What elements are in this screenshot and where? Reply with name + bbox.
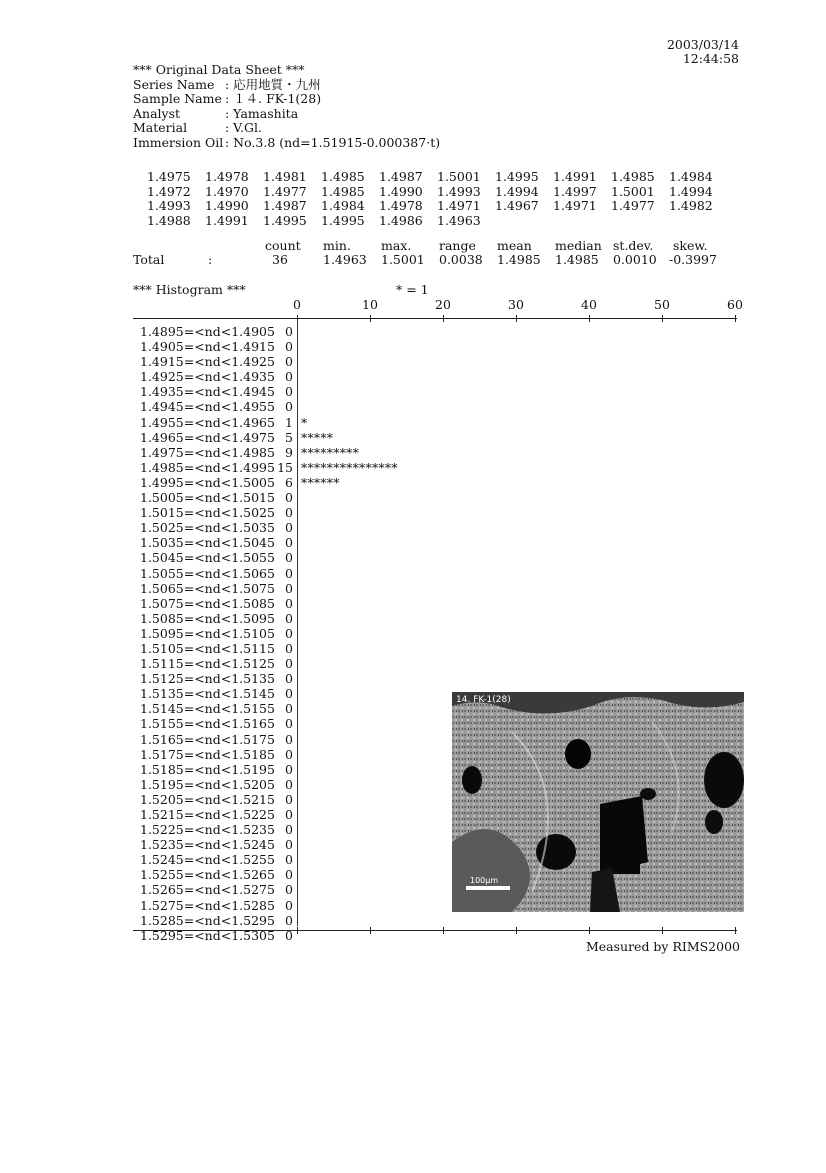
axis-tick-label: 40 — [581, 297, 597, 312]
sheet-title: *** Original Data Sheet *** — [133, 62, 305, 77]
date: 2003/03/14 — [666, 37, 739, 52]
axis-tick-mark — [662, 927, 663, 934]
bin-count: 0 — [285, 701, 293, 717]
stats-header-cell: count — [265, 238, 301, 253]
sample-name-value: : １４. FK-1(28) — [225, 91, 322, 106]
stats-value-cell: -0.3997 — [669, 252, 717, 267]
bin-count: 5 — [285, 429, 293, 445]
bin-range-label: 1.5195=<nd<1.5205 — [140, 776, 275, 792]
bin-range-label: 1.4935=<nd<1.4945 — [140, 384, 275, 400]
bin-count: 0 — [285, 897, 293, 913]
bin-count: 0 — [285, 656, 293, 672]
axis-tick-mark — [297, 927, 298, 934]
bin-range-label: 1.5155=<nd<1.5165 — [140, 716, 275, 732]
bin-count: 0 — [285, 550, 293, 566]
stats-row-label: Total — [133, 252, 165, 267]
axis-tick-mark — [662, 315, 663, 322]
stats-header-cell: max. — [381, 238, 412, 253]
bin-range-label: 1.5135=<nd<1.5145 — [140, 686, 275, 702]
bin-range-label: 1.5035=<nd<1.5045 — [140, 535, 275, 551]
value-cell: 1.4987 — [263, 198, 307, 213]
value-cell: 1.4993 — [147, 198, 191, 213]
sample-name-row — [133, 92, 440, 107]
value-cell: 1.4982 — [669, 198, 713, 213]
bin-range-label: 1.4945=<nd<1.4955 — [140, 399, 275, 415]
value-cell: 1.4994 — [495, 183, 539, 199]
value-cell: 1.4984 — [669, 169, 713, 184]
bin-count: 0 — [285, 837, 293, 853]
value-cell: 1.4987 — [379, 169, 423, 184]
value-cell: 1.5001 — [611, 183, 655, 199]
bin-count: 0 — [285, 791, 293, 807]
bin-range-label: 1.5225=<nd<1.5235 — [140, 822, 275, 838]
bin-range-label: 1.5065=<nd<1.5075 — [140, 580, 275, 596]
axis-tick-label: 10 — [362, 297, 378, 312]
bin-count: 9 — [285, 444, 293, 460]
stats-header-cell: min. — [323, 238, 351, 253]
sample-name-label: Sample Name — [133, 91, 222, 106]
photo-scale-bar-label: 100μm — [470, 876, 499, 885]
bin-range-label: 1.4955=<nd<1.4965 — [140, 414, 275, 430]
histogram-title: *** Histogram *** — [133, 282, 246, 297]
bin-range-label: 1.5295=<nd<1.5305 — [140, 927, 275, 943]
bin-range-label: 1.5275=<nd<1.5285 — [140, 897, 275, 913]
bin-count: 6 — [285, 474, 293, 490]
values-row — [147, 181, 727, 199]
axis-tick-mark — [516, 927, 517, 934]
measured-values — [147, 166, 727, 228]
series-name-row — [133, 78, 440, 93]
value-cell: 1.4985 — [321, 169, 365, 184]
value-cell: 1.4984 — [321, 198, 365, 213]
bin-count: 0 — [285, 384, 293, 400]
value-cell: 1.4990 — [379, 183, 423, 199]
bin-count: 0 — [285, 882, 293, 898]
immersion-oil-label: Immersion Oil — [133, 134, 224, 150]
bin-range-label: 1.4975=<nd<1.4985 — [140, 444, 275, 460]
value-cell: 1.4978 — [379, 198, 423, 213]
bin-count: 0 — [285, 354, 293, 370]
bin-count: 0 — [285, 505, 293, 521]
axis-tick-label: 0 — [293, 297, 301, 312]
bin-range-label: 1.5055=<nd<1.5065 — [140, 565, 275, 581]
bin-count: 0 — [285, 671, 293, 687]
bin-count: 15 — [277, 459, 293, 475]
stats-header-cell: range — [439, 238, 476, 253]
bin-count: 0 — [285, 822, 293, 838]
bin-count: 0 — [285, 686, 293, 702]
axis-tick-label: 60 — [727, 297, 743, 312]
stats-value-cell: 1.4985 — [497, 252, 541, 267]
analyst-row — [133, 107, 440, 122]
micrograph-photo — [452, 692, 744, 912]
value-cell: 1.4963 — [437, 212, 481, 228]
stats-value-cell: 36 — [272, 252, 288, 267]
bin-range-label: 1.5025=<nd<1.5035 — [140, 520, 275, 536]
value-cell: 1.4970 — [205, 183, 249, 199]
bin-count: 0 — [285, 731, 293, 747]
bin-range-label: 1.5265=<nd<1.5275 — [140, 882, 275, 898]
bin-range-label: 1.5215=<nd<1.5225 — [140, 807, 275, 822]
bin-range-label: 1.5125=<nd<1.5135 — [140, 671, 275, 687]
stats-header-cell: mean — [497, 238, 532, 253]
axis-tick-mark — [735, 927, 736, 934]
value-cell: 1.4986 — [379, 212, 423, 228]
axis-tick-label: 20 — [435, 297, 451, 312]
bin-range-label: 1.5245=<nd<1.5255 — [140, 852, 275, 868]
bin-count: 0 — [285, 535, 293, 551]
value-cell: 1.4985 — [321, 183, 365, 199]
analyst-value: : Yamashita — [225, 105, 299, 121]
stats-header-cell: st.dev. — [613, 238, 654, 253]
histogram-bar: *************** — [301, 459, 398, 475]
bin-count: 0 — [285, 761, 293, 777]
histogram-baseline — [297, 320, 298, 926]
value-cell: 1.4977 — [263, 183, 307, 199]
top-axis-line — [133, 318, 737, 319]
bin-count: 0 — [285, 807, 293, 822]
bin-range-label: 1.5105=<nd<1.5115 — [140, 640, 275, 656]
material-value: : V.Gl. — [225, 120, 262, 135]
histogram-bar: * — [301, 414, 308, 430]
bin-range-label: 1.5165=<nd<1.5175 — [140, 731, 275, 747]
bin-range-label: 1.4905=<nd<1.4915 — [140, 339, 275, 355]
bin-range-label: 1.5095=<nd<1.5105 — [140, 625, 275, 641]
sheet-header — [133, 63, 440, 150]
bin-count: 0 — [285, 399, 293, 415]
value-cell: 1.4994 — [669, 183, 713, 199]
histogram-bar: ****** — [301, 474, 340, 490]
bin-count: 0 — [285, 565, 293, 581]
immersion-oil-row — [133, 136, 440, 151]
material-label: Material — [133, 120, 188, 135]
series-name-value: : 応用地質・九州 — [225, 76, 321, 92]
bin-range-label: 1.5285=<nd<1.5295 — [140, 912, 275, 928]
bin-range-label: 1.5255=<nd<1.5265 — [140, 867, 275, 883]
bin-range-label: 1.4925=<nd<1.4935 — [140, 369, 275, 385]
stats-row-colon: : — [208, 252, 213, 267]
bin-count: 0 — [285, 369, 293, 385]
axis-tick-mark — [589, 927, 590, 934]
bin-range-label: 1.4985=<nd<1.4995 — [140, 459, 275, 475]
bin-range-label: 1.4965=<nd<1.4975 — [140, 429, 275, 445]
bin-count: 0 — [285, 580, 293, 596]
value-cell: 1.4991 — [553, 169, 597, 184]
value-cell: 1.4978 — [205, 169, 249, 184]
bin-range-label: 1.5075=<nd<1.5085 — [140, 595, 275, 611]
bin-count: 0 — [285, 490, 293, 506]
stats-value-cell: 1.4985 — [555, 252, 599, 267]
bin-count: 1 — [285, 414, 293, 430]
axis-tick-mark — [516, 315, 517, 322]
histogram-bar: ***** — [301, 429, 334, 445]
immersion-oil-value: : No.3.8 (nd=1.51915-0.000387·t) — [225, 134, 441, 150]
bin-range-label: 1.5235=<nd<1.5245 — [140, 837, 275, 853]
bin-count: 0 — [285, 927, 293, 943]
histogram-bar: ********* — [301, 444, 360, 460]
bin-range-label: 1.5205=<nd<1.5215 — [140, 791, 275, 807]
value-cell: 1.4995 — [263, 212, 307, 228]
footer-measured-by: Measured by RIMS2000 — [585, 939, 740, 954]
scale-note: * = 1 — [396, 282, 429, 297]
axis-tick-mark — [370, 315, 371, 322]
bin-range-label: 1.5005=<nd<1.5015 — [140, 490, 275, 506]
bin-count: 0 — [285, 520, 293, 536]
series-name-label: Series Name — [133, 76, 215, 92]
value-cell: 1.4971 — [553, 198, 597, 213]
bin-range-label: 1.5115=<nd<1.5125 — [140, 656, 275, 672]
bin-count: 0 — [285, 776, 293, 792]
bin-range-label: 1.4915=<nd<1.4925 — [140, 354, 275, 370]
bin-range-label: 1.5015=<nd<1.5025 — [140, 505, 275, 521]
bin-count: 0 — [285, 912, 293, 928]
axis-tick-mark — [443, 927, 444, 934]
value-cell: 1.4997 — [553, 183, 597, 199]
bin-range-label: 1.5085=<nd<1.5095 — [140, 610, 275, 626]
axis-tick-mark — [370, 927, 371, 934]
stats-header-cell: skew. — [673, 238, 708, 253]
value-cell: 1.4995 — [495, 169, 539, 184]
axis-tick-label: 30 — [508, 297, 524, 312]
value-cell: 1.4991 — [205, 212, 249, 228]
values-row — [147, 166, 727, 184]
bin-range-label: 1.5185=<nd<1.5195 — [140, 761, 275, 777]
value-cell: 1.4985 — [611, 169, 655, 184]
bin-count: 0 — [285, 595, 293, 611]
stats-value-cell: 1.4963 — [323, 252, 367, 267]
value-cell: 1.4990 — [205, 198, 249, 213]
bin-count: 0 — [285, 746, 293, 762]
value-cell: 1.4972 — [147, 183, 191, 199]
value-cell: 1.4967 — [495, 198, 539, 213]
bin-count: 0 — [285, 867, 293, 883]
axis-tick-mark — [443, 315, 444, 322]
bin-count: 0 — [285, 640, 293, 656]
bin-count: 0 — [285, 324, 293, 339]
bin-count: 0 — [285, 852, 293, 868]
bin-range-label: 1.5145=<nd<1.5155 — [140, 701, 275, 717]
stats-header-cell: median — [555, 238, 602, 253]
axis-tick-label: 50 — [654, 297, 670, 312]
axis-tick-mark — [589, 315, 590, 322]
value-cell: 1.4993 — [437, 183, 481, 199]
values-row — [147, 195, 727, 213]
value-cell: 1.4975 — [147, 169, 191, 184]
bin-range-label: 1.5175=<nd<1.5185 — [140, 746, 275, 762]
bin-range-label: 1.4995=<nd<1.5005 — [140, 474, 275, 490]
value-cell: 1.4971 — [437, 198, 481, 213]
stats-value-cell: 0.0010 — [613, 252, 657, 267]
axis-tick-mark — [735, 315, 736, 322]
value-cell: 1.4995 — [321, 212, 365, 228]
value-cell: 1.4981 — [263, 169, 307, 184]
value-cell: 1.4977 — [611, 198, 655, 213]
value-cell: 1.5001 — [437, 169, 481, 184]
material-row — [133, 121, 440, 136]
stats-value-cell: 0.0038 — [439, 252, 483, 267]
bin-count: 0 — [285, 610, 293, 626]
bin-range-label: 1.5045=<nd<1.5055 — [140, 550, 275, 566]
time: 12:44:58 — [682, 51, 739, 66]
bin-count: 0 — [285, 625, 293, 641]
photo-caption: 14. FK-1(28) — [456, 695, 511, 705]
bin-count: 0 — [285, 339, 293, 355]
bin-range-label: 1.4895=<nd<1.4905 — [140, 324, 275, 339]
value-cell: 1.4988 — [147, 212, 191, 228]
stats-value-cell: 1.5001 — [381, 252, 425, 267]
bin-count: 0 — [285, 716, 293, 732]
analyst-label: Analyst — [133, 105, 181, 121]
